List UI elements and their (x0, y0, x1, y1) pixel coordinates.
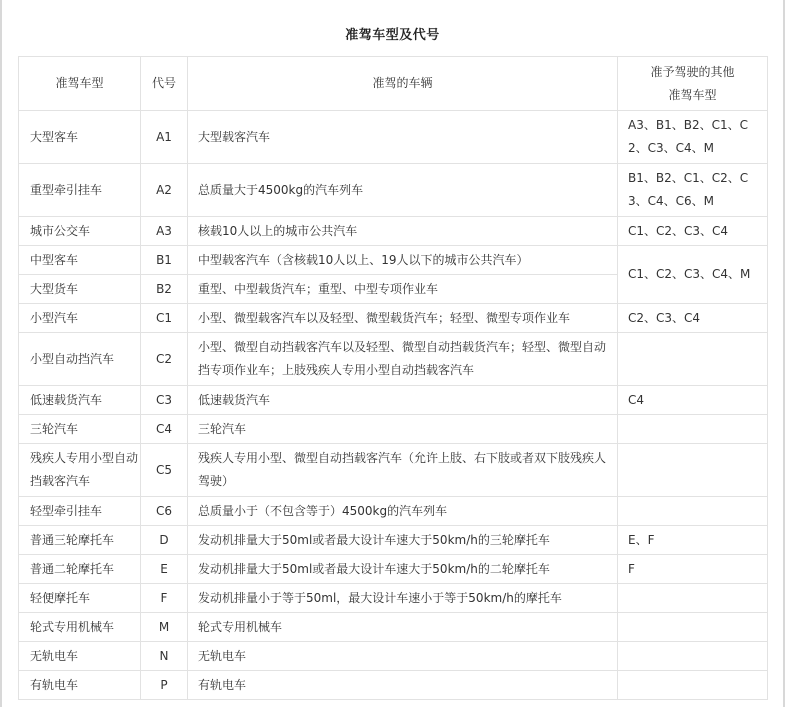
header-code: 代号 (141, 57, 188, 111)
permitted-vehicles: 残疾人专用小型、微型自动挡载客汽车（允许上肢、右下肢或者双下肢残疾人驾驶） (188, 444, 618, 497)
header-row (19, 57, 768, 111)
license-type: 低速载货汽车 (19, 386, 141, 415)
license-type: 轻便摩托车 (19, 584, 141, 613)
header-other-line2: 准驾车型 (668, 87, 717, 102)
license-code: B1 (141, 246, 188, 275)
license-code: C2 (141, 333, 188, 386)
table-row (19, 386, 768, 415)
other-permitted-types (618, 111, 768, 164)
permitted-vehicles: 总质量大于4500kg的汽车列车 (188, 164, 618, 217)
header-license-type: 准驾车型 (19, 57, 141, 111)
other-permitted-types (618, 497, 768, 526)
other-permitted-types (618, 671, 768, 700)
table-row (19, 246, 768, 275)
license-type: 轮式专用机械车 (19, 613, 141, 642)
license-code: C5 (141, 444, 188, 497)
license-type: 大型客车 (19, 111, 141, 164)
permitted-vehicles: 总质量小于（不包含等于）4500kg的汽车列车 (188, 497, 618, 526)
table-row (19, 584, 768, 613)
other-permitted-types (618, 642, 768, 671)
other-permitted-text: B1、B2、C1、C2、C3、C4、C6、M (628, 171, 749, 208)
table-row (19, 642, 768, 671)
table-row (19, 217, 768, 246)
license-type: 残疾人专用小型自动挡载客汽车 (19, 444, 141, 497)
permitted-vehicles: 小型、微型载客汽车以及轻型、微型载货汽车；轻型、微型专项作业车 (188, 304, 618, 333)
other-permitted-text: A3、B1、B2、C1、C2、C3、C4、M (628, 118, 748, 155)
table-row (19, 671, 768, 700)
table-row (19, 444, 768, 497)
other-permitted-types (618, 584, 768, 613)
license-type: 轻型牵引挂车 (19, 497, 141, 526)
other-permitted-types: C1、C2、C3、C4 (618, 217, 768, 246)
permitted-vehicles: 核载10人以上的城市公共汽车 (188, 217, 618, 246)
license-type: 小型自动挡汽车 (19, 333, 141, 386)
header-other-types (618, 57, 768, 111)
license-code: C4 (141, 415, 188, 444)
permitted-vehicles: 轮式专用机械车 (188, 613, 618, 642)
permitted-vehicles: 中型载客汽车（含核载10人以上、19人以下的城市公共汽车） (188, 246, 618, 275)
license-type: 无轨电车 (19, 642, 141, 671)
license-class-table (18, 56, 768, 700)
table-row (19, 304, 768, 333)
license-type: 城市公交车 (19, 217, 141, 246)
other-permitted-types: C1、C2、C3、C4、M (618, 246, 768, 304)
header-vehicles: 准驾的车辆 (188, 57, 618, 111)
license-code: D (141, 526, 188, 555)
table-row (19, 613, 768, 642)
table-title: 准驾车型及代号 (345, 28, 440, 43)
table-row (19, 526, 768, 555)
license-code: A3 (141, 217, 188, 246)
permitted-vehicles: 三轮汽车 (188, 415, 618, 444)
license-type: 重型牵引挂车 (19, 164, 141, 217)
frame-border-left (0, 0, 2, 707)
permitted-vehicles: 无轨电车 (188, 642, 618, 671)
other-permitted-types (618, 444, 768, 497)
table-row (19, 415, 768, 444)
license-code: B2 (141, 275, 188, 304)
license-code: A2 (141, 164, 188, 217)
license-code: C6 (141, 497, 188, 526)
table-row (19, 333, 768, 386)
license-code: P (141, 671, 188, 700)
license-type: 有轨电车 (19, 671, 141, 700)
other-permitted-types (618, 333, 768, 386)
table-row (19, 164, 768, 217)
permitted-vehicles: 发动机排量小于等于50ml，最大设计车速小于等于50km/h的摩托车 (188, 584, 618, 613)
license-code: E (141, 555, 188, 584)
license-type: 三轮汽车 (19, 415, 141, 444)
table-row (19, 111, 768, 164)
other-permitted-types: C2、C3、C4 (618, 304, 768, 333)
license-code: C3 (141, 386, 188, 415)
other-permitted-types (618, 415, 768, 444)
license-code: M (141, 613, 188, 642)
permitted-vehicles: 小型、微型自动挡载客汽车以及轻型、微型自动挡载货汽车；轻型、微型自动挡专项作业车；上肢残疾人专用小型自动挡载客汽车 (188, 333, 618, 386)
other-permitted-types: E、F (618, 526, 768, 555)
license-type: 普通三轮摩托车 (19, 526, 141, 555)
license-type: 小型汽车 (19, 304, 141, 333)
table-row (19, 497, 768, 526)
other-permitted-types: F (618, 555, 768, 584)
permitted-vehicles: 发动机排量大于50ml或者最大设计车速大于50km/h的三轮摩托车 (188, 526, 618, 555)
license-code: C1 (141, 304, 188, 333)
table-row (19, 555, 768, 584)
license-code: N (141, 642, 188, 671)
permitted-vehicles: 大型载客汽车 (188, 111, 618, 164)
license-type: 大型货车 (19, 275, 141, 304)
license-type: 中型客车 (19, 246, 141, 275)
other-permitted-types (618, 613, 768, 642)
header-other-line1: 准予驾驶的其他 (650, 64, 735, 79)
other-permitted-types (618, 164, 768, 217)
permitted-vehicles: 重型、中型载货汽车；重型、中型专项作业车 (188, 275, 618, 304)
license-code: F (141, 584, 188, 613)
license-type: 普通二轮摩托车 (19, 555, 141, 584)
permitted-vehicles: 发动机排量大于50ml或者最大设计车速大于50km/h的二轮摩托车 (188, 555, 618, 584)
license-code: A1 (141, 111, 188, 164)
permitted-vehicles: 有轨电车 (188, 671, 618, 700)
permitted-vehicles: 低速载货汽车 (188, 386, 618, 415)
other-permitted-types: C4 (618, 386, 768, 415)
